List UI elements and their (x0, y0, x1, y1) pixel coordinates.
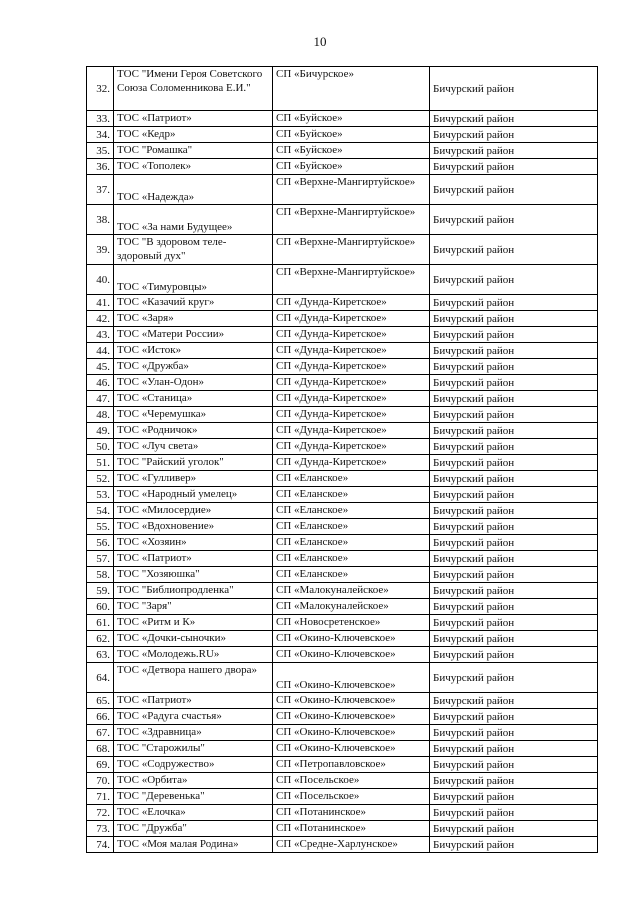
district: Бичурский район (430, 567, 598, 583)
district: Бичурский район (430, 311, 598, 327)
settlement: СП «Верхне-Мангиртуйское» (273, 235, 430, 265)
settlement: СП «Дунда-Киретское» (273, 423, 430, 439)
settlement: СП «Верхне-Мангиртуйское» (273, 205, 430, 235)
district: Бичурский район (430, 143, 598, 159)
settlement: СП «Дунда-Киретское» (273, 327, 430, 343)
district: Бичурский район (430, 391, 598, 407)
table-row (87, 407, 598, 423)
table-row (87, 837, 598, 853)
settlement: СП «Окино-Ключевское» (273, 725, 430, 741)
settlement: СП «Верхне-Мангиртуйское» (273, 175, 430, 205)
settlement: СП «Верхне-Мангиртуйское» (273, 265, 430, 295)
tos-name: ТОС «Патриот» (114, 551, 273, 567)
row-number: 48. (87, 407, 114, 423)
table-row (87, 327, 598, 343)
tos-name: ТОС "Имени Героя Советского Союза Соломенникова Е.И." (114, 67, 273, 111)
table-row (87, 567, 598, 583)
row-number: 38. (87, 205, 114, 235)
row-number: 32. (87, 67, 114, 111)
row-number: 37. (87, 175, 114, 205)
row-number: 54. (87, 503, 114, 519)
table-row (87, 343, 598, 359)
district: Бичурский район (430, 265, 598, 295)
table-row (87, 503, 598, 519)
settlement: СП «Посельское» (273, 789, 430, 805)
tos-name: ТОС "Заря" (114, 599, 273, 615)
settlement: СП «Дунда-Киретское» (273, 407, 430, 423)
district: Бичурский район (430, 663, 598, 693)
district: Бичурский район (430, 725, 598, 741)
settlement: СП «Дунда-Киретское» (273, 295, 430, 311)
settlement: СП «Дунда-Киретское» (273, 439, 430, 455)
row-number: 51. (87, 455, 114, 471)
table-row (87, 615, 598, 631)
tos-name: ТОС «Дружба» (114, 359, 273, 375)
table-row (87, 757, 598, 773)
district: Бичурский район (430, 407, 598, 423)
table-row (87, 725, 598, 741)
table-row (87, 67, 598, 111)
table-row (87, 487, 598, 503)
settlement: СП «Потанинское» (273, 821, 430, 837)
table-row (87, 265, 598, 295)
settlement: СП «Потанинское» (273, 805, 430, 821)
settlement: СП «Окино-Ключевское» (273, 709, 430, 725)
tos-name: ТОС «Луч света» (114, 439, 273, 455)
district: Бичурский район (430, 789, 598, 805)
district: Бичурский район (430, 821, 598, 837)
settlement: СП «Буйское» (273, 127, 430, 143)
row-number: 45. (87, 359, 114, 375)
row-number: 69. (87, 757, 114, 773)
row-number: 41. (87, 295, 114, 311)
tos-name: ТОС "Ромашка" (114, 143, 273, 159)
district: Бичурский район (430, 67, 598, 111)
tos-name: ТОС «Моя малая Родина» (114, 837, 273, 853)
table-row (87, 693, 598, 709)
district: Бичурский район (430, 327, 598, 343)
tos-name: ТОС "Хозяюшка" (114, 567, 273, 583)
district: Бичурский район (430, 455, 598, 471)
row-number: 71. (87, 789, 114, 805)
table-row (87, 143, 598, 159)
row-number: 44. (87, 343, 114, 359)
tos-name: ТОС «Станица» (114, 391, 273, 407)
table-row (87, 111, 598, 127)
district: Бичурский район (430, 111, 598, 127)
tos-name: ТОС «Тимуровцы» (114, 265, 273, 295)
tos-name: ТОС «Гулливер» (114, 471, 273, 487)
table-row (87, 235, 598, 265)
table-row (87, 821, 598, 837)
row-number: 35. (87, 143, 114, 159)
tos-name: ТОС «Черемушка» (114, 407, 273, 423)
row-number: 36. (87, 159, 114, 175)
row-number: 66. (87, 709, 114, 725)
settlement: СП «Окино-Ключевское» (273, 663, 430, 693)
tos-name: ТОС "Деревенька" (114, 789, 273, 805)
row-number: 67. (87, 725, 114, 741)
tos-name: ТОС «Вдохновение» (114, 519, 273, 535)
table-row (87, 741, 598, 757)
row-number: 70. (87, 773, 114, 789)
table-row (87, 439, 598, 455)
table-row (87, 551, 598, 567)
row-number: 40. (87, 265, 114, 295)
district: Бичурский район (430, 805, 598, 821)
district: Бичурский район (430, 359, 598, 375)
table-row (87, 455, 598, 471)
tos-name: ТОС «Патриот» (114, 693, 273, 709)
settlement: СП «Окино-Ключевское» (273, 693, 430, 709)
settlement: СП «Еланское» (273, 471, 430, 487)
table-row (87, 205, 598, 235)
settlement: СП «Окино-Ключевское» (273, 741, 430, 757)
settlement: СП «Новосретенское» (273, 615, 430, 631)
tos-name: ТОС «Елочка» (114, 805, 273, 821)
row-number: 50. (87, 439, 114, 455)
table-row (87, 127, 598, 143)
settlement: СП «Буйское» (273, 159, 430, 175)
tos-name: ТОС «Заря» (114, 311, 273, 327)
table-row (87, 773, 598, 789)
table-row (87, 519, 598, 535)
row-number: 74. (87, 837, 114, 853)
tos-name: ТОС «Дочки-сыночки» (114, 631, 273, 647)
district: Бичурский район (430, 709, 598, 725)
district: Бичурский район (430, 503, 598, 519)
table-row (87, 159, 598, 175)
district: Бичурский район (430, 423, 598, 439)
table-row (87, 535, 598, 551)
district: Бичурский район (430, 693, 598, 709)
row-number: 43. (87, 327, 114, 343)
district: Бичурский район (430, 439, 598, 455)
district: Бичурский район (430, 837, 598, 853)
tos-name: ТОС «Милосердие» (114, 503, 273, 519)
row-number: 59. (87, 583, 114, 599)
settlement: СП «Еланское» (273, 487, 430, 503)
settlement: СП «Еланское» (273, 503, 430, 519)
row-number: 60. (87, 599, 114, 615)
row-number: 53. (87, 487, 114, 503)
district: Бичурский район (430, 343, 598, 359)
settlement: СП «Дунда-Киретское» (273, 391, 430, 407)
table-row (87, 423, 598, 439)
tos-name: ТОС «Ритм и К» (114, 615, 273, 631)
settlement: СП «Окино-Ключевское» (273, 647, 430, 663)
tos-name: ТОС «За нами Будущее» (114, 205, 273, 235)
table-row (87, 631, 598, 647)
settlement: СП «Еланское» (273, 551, 430, 567)
settlement: СП «Окино-Ключевское» (273, 631, 430, 647)
tos-name: ТОС "В здоровом теле-здоровый дух" (114, 235, 273, 265)
tos-name: ТОС «Радуга счастья» (114, 709, 273, 725)
row-number: 72. (87, 805, 114, 821)
district: Бичурский район (430, 551, 598, 567)
table-row (87, 709, 598, 725)
tos-name: ТОС «Казачий круг» (114, 295, 273, 311)
district: Бичурский район (430, 159, 598, 175)
tos-name: ТОС «Народный умелец» (114, 487, 273, 503)
district: Бичурский район (430, 773, 598, 789)
row-number: 57. (87, 551, 114, 567)
table-row (87, 647, 598, 663)
district: Бичурский район (430, 487, 598, 503)
settlement: СП «Бичурское» (273, 67, 430, 111)
tos-name: ТОС «Тополек» (114, 159, 273, 175)
tos-name: ТОС «Исток» (114, 343, 273, 359)
tos-name: ТОС "Старожилы" (114, 741, 273, 757)
table-row (87, 375, 598, 391)
table-row (87, 471, 598, 487)
settlement: СП «Буйское» (273, 111, 430, 127)
settlement: СП «Дунда-Киретское» (273, 343, 430, 359)
table-row (87, 805, 598, 821)
row-number: 62. (87, 631, 114, 647)
row-number: 55. (87, 519, 114, 535)
row-number: 52. (87, 471, 114, 487)
tos-name: ТОС «Содружество» (114, 757, 273, 773)
district: Бичурский район (430, 583, 598, 599)
tos-name: ТОС «Улан-Одон» (114, 375, 273, 391)
district: Бичурский район (430, 471, 598, 487)
table-row (87, 295, 598, 311)
tos-name: ТОС "Библиопродленка" (114, 583, 273, 599)
row-number: 39. (87, 235, 114, 265)
row-number: 49. (87, 423, 114, 439)
page-number: 10 (313, 34, 327, 49)
tos-name: ТОС «Кедр» (114, 127, 273, 143)
row-number: 46. (87, 375, 114, 391)
row-number: 64. (87, 663, 114, 693)
table-row (87, 359, 598, 375)
settlement: СП «Буйское» (273, 143, 430, 159)
tos-name: ТОС «Молодежь.RU» (114, 647, 273, 663)
row-number: 47. (87, 391, 114, 407)
district: Бичурский район (430, 741, 598, 757)
district: Бичурский район (430, 519, 598, 535)
row-number: 68. (87, 741, 114, 757)
table-row (87, 583, 598, 599)
table-row (87, 599, 598, 615)
row-number: 33. (87, 111, 114, 127)
district: Бичурский район (430, 127, 598, 143)
district: Бичурский район (430, 295, 598, 311)
table-row (87, 175, 598, 205)
tos-name: ТОС "Райский уголок" (114, 455, 273, 471)
district: Бичурский район (430, 599, 598, 615)
row-number: 61. (87, 615, 114, 631)
district: Бичурский район (430, 757, 598, 773)
tos-name: ТОС «Здравница» (114, 725, 273, 741)
row-number: 42. (87, 311, 114, 327)
row-number: 56. (87, 535, 114, 551)
district: Бичурский район (430, 175, 598, 205)
settlement: СП «Дунда-Киретское» (273, 311, 430, 327)
row-number: 34. (87, 127, 114, 143)
district: Бичурский район (430, 615, 598, 631)
tos-name: ТОС «Детвора нашего двора» (114, 663, 273, 693)
table-row (87, 391, 598, 407)
settlement: СП «Малокуналейское» (273, 599, 430, 615)
table-row (87, 663, 598, 693)
row-number: 73. (87, 821, 114, 837)
settlement: СП «Петропавловское» (273, 757, 430, 773)
district: Бичурский район (430, 631, 598, 647)
tos-name: ТОС «Патриот» (114, 111, 273, 127)
tos-name: ТОС «Матери России» (114, 327, 273, 343)
tos-name: ТОС «Родничок» (114, 423, 273, 439)
tos-registry-table (86, 66, 598, 853)
row-number: 63. (87, 647, 114, 663)
table-row (87, 789, 598, 805)
settlement: СП «Дунда-Киретское» (273, 375, 430, 391)
settlement: СП «Еланское» (273, 535, 430, 551)
settlement: СП «Средне-Харлунское» (273, 837, 430, 853)
district: Бичурский район (430, 205, 598, 235)
settlement: СП «Дунда-Киретское» (273, 359, 430, 375)
row-number: 58. (87, 567, 114, 583)
settlement: СП «Малокуналейское» (273, 583, 430, 599)
district: Бичурский район (430, 535, 598, 551)
district: Бичурский район (430, 375, 598, 391)
tos-name: ТОС «Хозяин» (114, 535, 273, 551)
settlement: СП «Еланское» (273, 519, 430, 535)
settlement: СП «Посельское» (273, 773, 430, 789)
tos-name: ТОС «Надежда» (114, 175, 273, 205)
settlement: СП «Дунда-Киретское» (273, 455, 430, 471)
table-row (87, 311, 598, 327)
settlement: СП «Еланское» (273, 567, 430, 583)
row-number: 65. (87, 693, 114, 709)
tos-name: ТОС "Дружба" (114, 821, 273, 837)
tos-name: ТОС «Орбита» (114, 773, 273, 789)
district: Бичурский район (430, 235, 598, 265)
district: Бичурский район (430, 647, 598, 663)
